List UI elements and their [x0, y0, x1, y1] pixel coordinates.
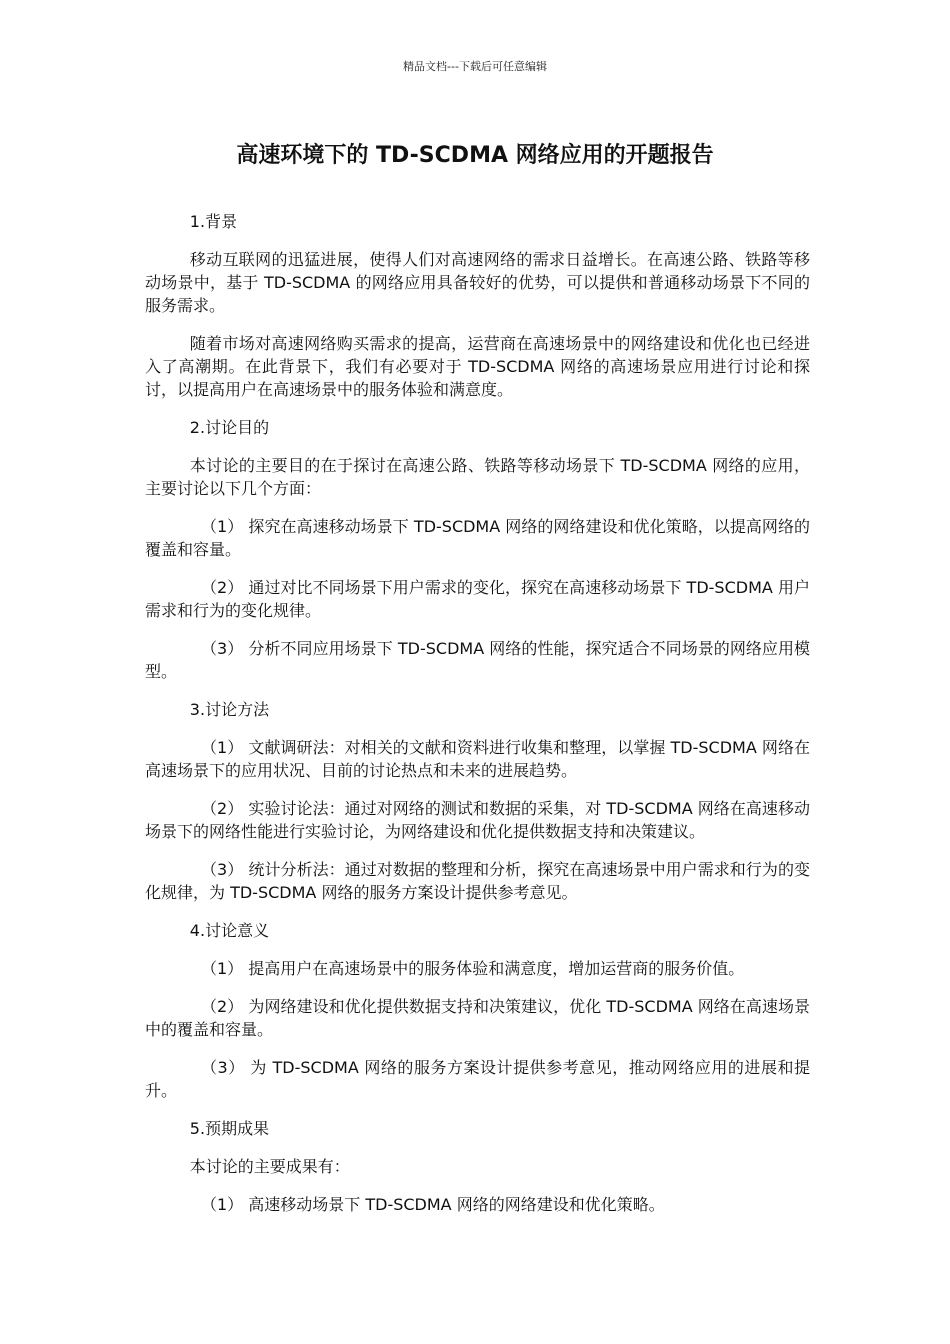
- body-paragraph: 随着市场对高速网络购买需求的提高，运营商在高速场景中的网络建设和优化也已经进入了高潮期。在此背景下，我们有必要对于 TD-SCDMA 网络的高速场景应用进行讨论和探讨，以提高用户在高速场景中的服务体验和满意度。: [145, 334, 810, 399]
- section-heading-background: 1.背景: [189, 212, 238, 231]
- list-item: （3） 为 TD-SCDMA 网络的服务方案设计提供参考意见，推动网络应用的进展和提升。: [145, 1058, 810, 1100]
- section-heading-method: 3.讨论方法: [189, 700, 270, 719]
- list-item: （2） 为网络建设和优化提供数据支持和决策建议，优化 TD-SCDMA 网络在高速场景中的覆盖和容量。: [145, 997, 810, 1039]
- body-paragraph: 本讨论的主要目的在于探讨在高速公路、铁路等移动场景下 TD-SCDMA 网络的应用，主要讨论以下几个方面：: [145, 456, 810, 498]
- section-heading-outcomes: 5.预期成果: [189, 1119, 270, 1138]
- page-header-note: 精品文档---下载后可任意编辑: [403, 60, 547, 73]
- section-heading-purpose: 2.讨论目的: [189, 418, 270, 437]
- section-heading-significance: 4.讨论意义: [189, 921, 270, 940]
- list-item: （1） 文献调研法：对相关的文献和资料进行收集和整理，以掌握 TD-SCDMA 网络在高速场景下的应用状况、目前的讨论热点和未来的进展趋势。: [145, 738, 810, 780]
- list-item: （3） 分析不同应用场景下 TD-SCDMA 网络的性能，探究适合不同场景的网络应用模型。: [145, 639, 810, 681]
- list-item: （2） 实验讨论法：通过对网络的测试和数据的采集，对 TD-SCDMA 网络在高速移动场景下的网络性能进行实验讨论，为网络建设和优化提供数据支持和决策建议。: [145, 799, 810, 841]
- list-item: （2） 通过对比不同场景下用户需求的变化，探究在高速移动场景下 TD-SCDMA 用户需求和行为的变化规律。: [145, 578, 810, 620]
- body-paragraph: 本讨论的主要成果有：: [189, 1157, 350, 1176]
- document-title: 高速环境下的 TD-SCDMA 网络应用的开题报告: [236, 143, 714, 168]
- body-paragraph: 移动互联网的迅猛进展，使得人们对高速网络的需求日益增长。在高速公路、铁路等移动场景中，基于 TD-SCDMA 的网络应用具备较好的优势，可以提供和普通移动场景下不同的服务需求。: [145, 250, 810, 315]
- list-item: （3） 统计分析法：通过对数据的整理和分析，探究在高速场景中用户需求和行为的变化规律，为 TD-SCDMA 网络的服务方案设计提供参考意见。: [145, 860, 810, 902]
- document-body: [145, 210, 810, 1231]
- list-item: （1） 探究在高速移动场景下 TD-SCDMA 网络的网络建设和优化策略，以提高网络的覆盖和容量。: [145, 517, 810, 559]
- list-item: （1） 提高用户在高速场景中的服务体验和满意度，增加运营商的服务价值。: [201, 959, 745, 978]
- list-item: （1） 高速移动场景下 TD-SCDMA 网络的网络建设和优化策略。: [201, 1195, 665, 1214]
